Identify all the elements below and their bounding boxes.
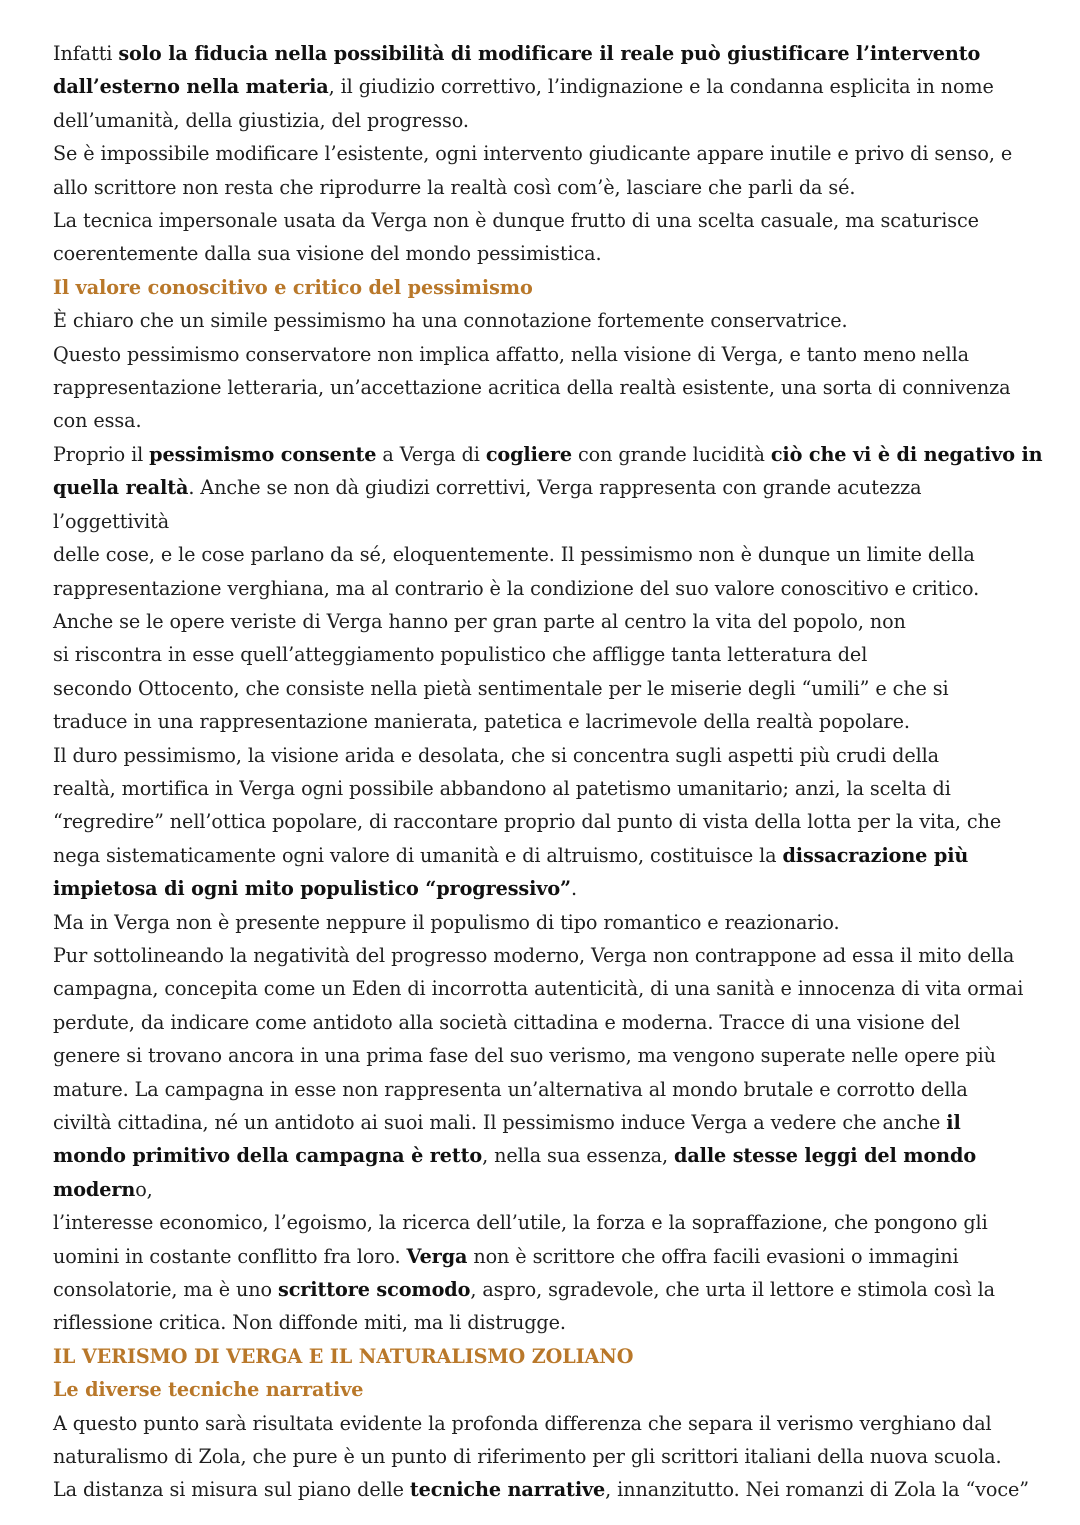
chapter-heading: IL VERISMO DI VERGA E IL NATURALISMO ZOLIANO: [53, 1344, 634, 1368]
text-run: riflessione critica. Non diffonde miti, ma li distrugge.: [53, 1311, 566, 1335]
document-page: [53, 37, 1043, 1507]
bold-text: il: [946, 1111, 961, 1134]
text-run: . Anche se non dà giudizi correttivi, Verga rappresenta con grande acutezza l’oggettività: [53, 476, 922, 533]
text-run: perdute, da indicare come antidoto alla società cittadina e moderna. Tracce di una visione del: [53, 1010, 961, 1034]
text-run: naturalismo di Zola, che pure è un punto di riferimento per gli scrittori italiani della nuova scuola.: [53, 1445, 1002, 1469]
paragraph: [53, 1407, 1043, 1474]
text-run: La distanza si misura sul piano delle: [53, 1478, 410, 1502]
bold-text: pessimismo consente: [149, 442, 377, 466]
text-run: si riscontra in esse quell’atteggiamento populistico che affligge tanta letteratura del: [53, 643, 868, 667]
text-run: È chiaro che un simile pessimismo ha una connotazione fortemente conservatrice.: [53, 309, 848, 333]
text-run: , il giudizio correttivo, l’indignazione e la condanna esplicita in nome: [328, 75, 994, 99]
text-run: , innanzitutto. Nei romanzi di Zola la “voce”: [605, 1478, 1029, 1502]
bold-text: scrittore scomodo: [278, 1278, 471, 1302]
text-run: Il duro pessimismo, la visione arida e desolata, che si concentra sugli aspetti più crudi della: [53, 743, 939, 767]
bold-text: Verga: [406, 1244, 468, 1268]
text-run: Infatti: [53, 42, 119, 65]
text-run: Proprio il: [53, 442, 150, 466]
paragraph: [53, 1473, 1043, 1506]
text-run: La tecnica impersonale usata da Verga non è dunque frutto di una scelta casuale, ma scaturisce: [53, 209, 979, 233]
text-run: .: [570, 877, 577, 901]
text-run: realtà, mortifica in Verga ogni possibile abbandono al patetismo umanitario; anzi, la scelta di: [53, 776, 951, 800]
section-heading: Le diverse tecniche narrative: [53, 1378, 364, 1402]
text-run: l’interesse economico, l’egoismo, la ricerca dell’utile, la forza e la sopraffazione, che pongono gli: [53, 1211, 988, 1235]
text-run: Pur sottolineando la negatività del progresso moderno, Verga non contrappone ad essa il mito della: [53, 943, 1015, 967]
bold-text: ciò che vi è di negativo in: [770, 442, 1043, 466]
text-run: rappresentazione letteraria, un’accettazione acritica della realtà esistente, una sorta di connivenza: [53, 376, 1011, 400]
text-run: nega sistematicamente ogni valore di umanità e di altruismo, costituisce la: [53, 843, 783, 867]
paragraph: [53, 37, 1043, 137]
paragraph: [53, 438, 1043, 605]
text-run: Se è impossibile modificare l’esistente, ogni intervento giudicante appare inutile e privo di senso, e: [53, 142, 1013, 166]
text-run: a Verga di: [376, 442, 486, 466]
paragraph: [53, 137, 1043, 204]
bold-text: cogliere: [485, 442, 573, 466]
text-run: campagna, concepita come un Eden di incorrotta autenticità, di una sanità e innocenza di vita ormai: [53, 977, 1024, 1001]
bold-text: impietosa di ogni mito populistico “progressivo”: [53, 877, 571, 901]
text-run: delle cose, e le cose parlano da sé, eloquentemente. Il pessimismo non è dunque un limite della: [53, 543, 975, 567]
paragraph: [53, 204, 1043, 271]
bold-text: quella realtà: [53, 476, 189, 500]
text-run: mature. La campagna in esse non rappresenta un’alternativa al mondo brutale e corrotto della: [53, 1077, 968, 1101]
text-run: coerentemente dalla sua visione del mondo pessimistica.: [53, 242, 602, 266]
paragraph: [53, 739, 1043, 906]
text-run: Ma in Verga non è presente neppure il populismo di tipo romantico e reazionario.: [53, 910, 840, 934]
section-heading: Il valore conoscitivo e critico del pessimismo: [53, 275, 533, 299]
text-run: , aspro, sgradevole, che urta il lettore e stimola così la: [470, 1278, 996, 1302]
text-run: genere si trovano ancora in una prima fase del suo verismo, ma vengono superate nelle opere più: [53, 1044, 996, 1068]
paragraph: [53, 605, 1043, 739]
text-run: dell’umanità, della giustizia, del progresso.: [53, 108, 469, 132]
text-run: allo scrittore non resta che riprodurre la realtà così com’è, lasciare che parli da sé.: [53, 175, 856, 199]
text-run: civiltà cittadina, né un antidoto ai suoi mali. Il pessimismo induce Verga a vedere che anche: [53, 1111, 947, 1134]
text-run: Anche se le opere veriste di Verga hanno per gran parte al centro la vita del popolo, non: [53, 609, 906, 633]
bold-text: dall’esterno nella materia: [53, 75, 329, 99]
paragraph: [53, 906, 1043, 939]
text-run: “regredire” nell’ottica popolare, di raccontare proprio dal punto di vista della lotta per la vita, che: [53, 810, 1002, 834]
text-run: traduce in una rappresentazione manierata, patetica e lacrimevole della realtà popolare.: [53, 710, 910, 734]
text-run: secondo Ottocento, che consiste nella pietà sentimentale per le miserie degli “umili” e che si: [53, 676, 949, 700]
bold-text: tecniche narrative: [409, 1478, 606, 1502]
text-run: con grande lucidità: [572, 442, 771, 466]
text-run: con essa.: [53, 409, 142, 433]
text-run: uomini in costante conflitto fra loro.: [53, 1244, 407, 1268]
text-run: A questo punto sarà risultata evidente la profonda differenza che separa il verismo verghiano dal: [53, 1411, 992, 1435]
bold-text: dissacrazione più: [782, 843, 969, 867]
bold-text: solo la fiducia nella possibilità di modificare il reale può giustificare l’intervento: [118, 42, 981, 65]
text-run: Questo pessimismo conservatore non implica affatto, nella visione di Verga, e tanto meno nella: [53, 342, 969, 366]
text-run: o,: [135, 1177, 153, 1201]
text-run: , nella sua essenza,: [482, 1144, 674, 1168]
bold-text: dalle stesse leggi del mondo modern: [53, 1144, 977, 1201]
bold-text: mondo primitivo della campagna è retto: [53, 1144, 483, 1168]
paragraph: [53, 304, 1043, 337]
text-run: non è scrittore che offra facili evasioni o immagini: [467, 1244, 959, 1268]
paragraph: [53, 338, 1043, 438]
paragraph: [53, 939, 1043, 1340]
text-run: consolatorie, ma è uno: [53, 1278, 279, 1302]
text-run: rappresentazione verghiana, ma al contrario è la condizione del suo valore conoscitivo e critico.: [53, 576, 980, 600]
